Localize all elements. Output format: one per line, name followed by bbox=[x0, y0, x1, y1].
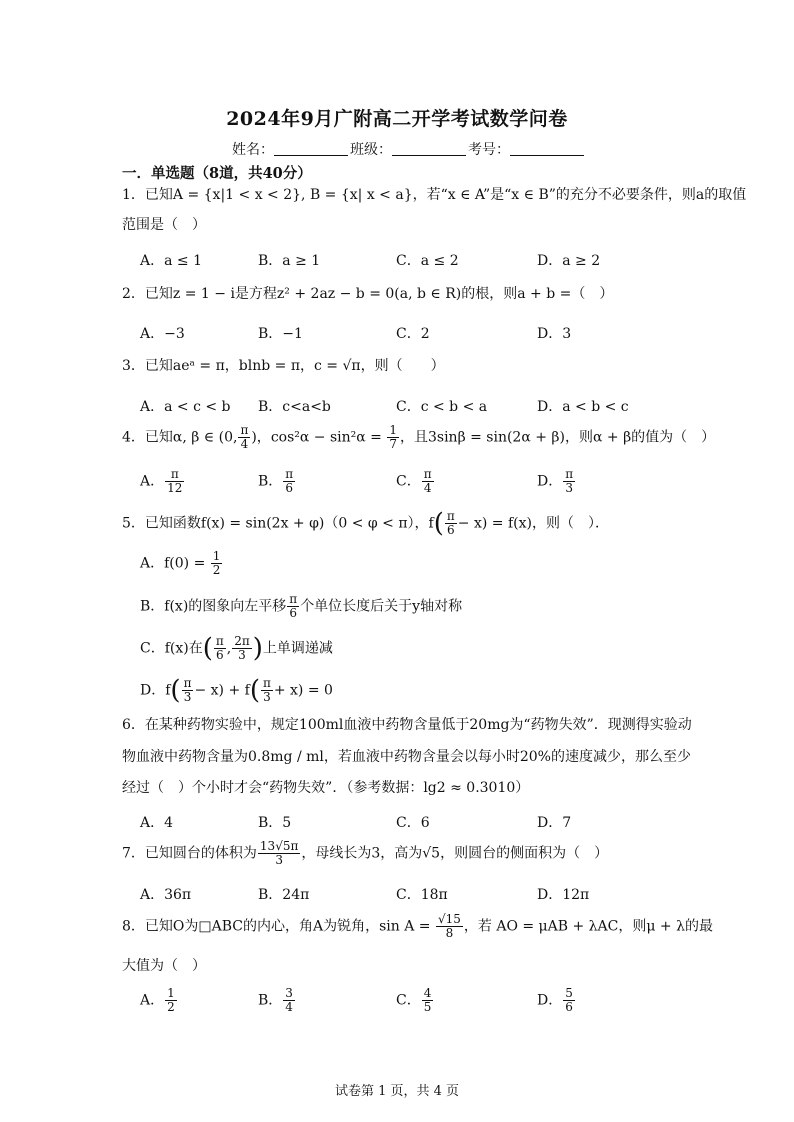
q7-stem bbox=[122, 840, 608, 867]
q4-option-c-label: C． bbox=[396, 473, 421, 490]
q3-stem: 3．已知aeᵃ = π，blnb = π，c = √π，则（ ） bbox=[122, 358, 445, 374]
q7-stem-part2: ，母线长为3，高为√5，则圆台的侧面积为（ ） bbox=[301, 845, 609, 862]
q5-open-paren: ( bbox=[433, 508, 444, 539]
q5-option-d-tail: + x) = 0 bbox=[273, 682, 333, 699]
q7-option-d[interactable]: D．12π bbox=[537, 887, 590, 903]
q5-option-b-den: 6 bbox=[289, 606, 298, 621]
q4-option-a-fraction bbox=[165, 468, 184, 495]
q7-option-a[interactable]: A．36π bbox=[140, 887, 192, 903]
q8-option-a-num: 1 bbox=[167, 986, 175, 1000]
q2-option-a[interactable]: A．−3 bbox=[140, 326, 185, 342]
q7-volume-num: 13√5π bbox=[259, 839, 299, 853]
q4-interval-left: (0, bbox=[218, 429, 238, 446]
q8-option-b[interactable] bbox=[258, 987, 296, 1014]
exam-title: 2024年9月广附高二开学考试数学问卷 bbox=[226, 108, 568, 130]
q5-option-d-label: D．f bbox=[140, 682, 171, 699]
q4-option-d-den: 3 bbox=[565, 481, 573, 496]
q4-option-b-label: B． bbox=[258, 473, 283, 490]
q4-cos-num: 1 bbox=[389, 423, 397, 437]
q2-stem: 2．已知z = 1 − i是方程z² + 2az − b = 0(a, b ∈ R)的根，则a + b =（ ） bbox=[122, 286, 614, 302]
q8-option-d[interactable] bbox=[537, 987, 576, 1014]
q4-option-c-fraction bbox=[422, 468, 434, 495]
q6-option-b[interactable]: B．5 bbox=[258, 815, 292, 831]
q6-option-c[interactable]: C．6 bbox=[396, 815, 430, 831]
q6-option-d[interactable]: D．7 bbox=[537, 815, 572, 831]
q1-option-a[interactable]: A．a ≤ 1 bbox=[140, 253, 202, 269]
q8-stem-part1: 8．已知O为□ABC的内心，角A为锐角，sin A = bbox=[122, 918, 435, 935]
q5-option-b-tail: 个单位长度后关于y轴对称 bbox=[300, 598, 463, 615]
q5-option-b[interactable] bbox=[140, 593, 462, 620]
q8-options bbox=[140, 987, 700, 1021]
q7-volume-den: 3 bbox=[275, 853, 283, 868]
page-footer: 试卷第 1 页，共 4 页 bbox=[334, 1084, 460, 1099]
q8-option-c-den: 5 bbox=[423, 1000, 432, 1015]
q8-option-a-label: A． bbox=[140, 992, 165, 1009]
q2-option-b[interactable]: B．−1 bbox=[258, 326, 303, 342]
q5-option-c-num1: π bbox=[215, 634, 224, 648]
class-label: 班级： bbox=[350, 142, 392, 158]
q8-option-b-num: 3 bbox=[285, 986, 293, 1000]
class-field[interactable] bbox=[392, 142, 466, 156]
q8-option-c-fraction bbox=[422, 987, 434, 1014]
q5-stem-num: π bbox=[446, 509, 455, 523]
q1-option-d[interactable]: D．a ≥ 2 bbox=[537, 253, 601, 269]
q4-option-a-label: A． bbox=[140, 473, 165, 490]
q5-option-d-num1: π bbox=[183, 676, 192, 690]
q4-option-d-label: D． bbox=[537, 473, 563, 490]
q5-stem-part2: − x) = f(x)，则（ ）． bbox=[457, 515, 609, 532]
q4-option-c-num: π bbox=[423, 467, 432, 481]
q5-option-c-label: C．f(x)在 bbox=[140, 640, 203, 657]
q5-option-d-mid: − x) + f bbox=[194, 682, 250, 699]
q5-option-a-fraction bbox=[211, 550, 223, 577]
q5-option-b-fraction bbox=[287, 593, 299, 620]
q1-stem-line1: 1．已知A = {x|1 < x < 2}, B = {x| x < a}，若“x ∈ A”是“x ∈ B”的充分不必要条件，则a的取值 bbox=[122, 187, 747, 203]
q8-option-b-fraction bbox=[283, 987, 295, 1014]
q3-option-d[interactable]: D．a < b < c bbox=[537, 399, 629, 415]
name-label: 姓名： bbox=[232, 142, 274, 158]
q4-option-c-den: 4 bbox=[423, 481, 432, 496]
q4-stem bbox=[122, 424, 715, 451]
q8-option-c-label: C． bbox=[396, 992, 421, 1009]
q6-stem-line2: 物血液中药物含量为0.8mg / ml，若血液中药物含量会以每小时20%的速度减少，那么至少 bbox=[122, 749, 691, 765]
q5-option-a-label: A．f(0) = bbox=[140, 555, 210, 572]
q5-option-b-num: π bbox=[289, 592, 298, 606]
q4-option-a-num: π bbox=[165, 468, 184, 482]
q5-option-a-num: 1 bbox=[212, 549, 221, 563]
q8-option-c-num: 4 bbox=[423, 986, 432, 1000]
q2-options bbox=[140, 323, 700, 343]
q7-options bbox=[140, 884, 700, 904]
q5-option-b-label: B．f(x)的图象向左平移 bbox=[140, 598, 287, 615]
q8-stem-part2: ，若 AO = μAB + λAC，则μ + λ的最 bbox=[463, 918, 713, 935]
q5-option-c[interactable]: C．f(x)在( $\frac{\pi}{6}$ , $\frac{2\pi}{3}$ )上单调递减 bbox=[140, 633, 333, 664]
q5-option-c-num2: 2π bbox=[234, 634, 250, 648]
q5-option-c-open: ( bbox=[202, 633, 213, 664]
q5-option-c-fraction2 bbox=[232, 635, 252, 662]
q7-volume-fraction bbox=[258, 840, 300, 867]
q4-option-d-fraction bbox=[563, 468, 575, 495]
exam-no-label: 考号： bbox=[468, 142, 510, 158]
q8-option-c[interactable] bbox=[396, 987, 434, 1014]
q8-option-d-num: 5 bbox=[565, 986, 573, 1000]
q8-option-a[interactable] bbox=[140, 987, 178, 1014]
q2-option-d[interactable]: D．3 bbox=[537, 326, 572, 342]
q5-option-d-open2: ( bbox=[249, 675, 260, 706]
q3-option-a[interactable]: A．a < c < b bbox=[140, 399, 231, 415]
q4-option-c[interactable] bbox=[396, 468, 435, 495]
q4-stem-part2: cos²α − sin²α = bbox=[270, 429, 387, 446]
q4-option-b[interactable] bbox=[258, 468, 296, 495]
q6-stem-line1: 6．在某种药物实验中，规定100ml血液中药物含量低于20mg为“药物失效”．现测得实验动 bbox=[122, 717, 692, 733]
q5-option-c-tail: 上单调递减 bbox=[262, 640, 333, 657]
exam-no-field[interactable] bbox=[510, 142, 584, 156]
q4-option-b-fraction bbox=[283, 468, 295, 495]
q5-stem-den: 6 bbox=[447, 523, 455, 538]
student-info-row bbox=[232, 139, 586, 159]
q4-cos-fraction bbox=[387, 424, 399, 451]
q4-interval-fraction bbox=[238, 424, 250, 451]
q6-option-a[interactable]: A．4 bbox=[140, 815, 174, 831]
q3-option-c[interactable]: C．c < b < a bbox=[396, 399, 488, 415]
q5-option-d-den1: 3 bbox=[183, 690, 192, 705]
q5-stem-part1: 5．已知函数f(x) = sin(2x + φ)（0 < φ < π），f bbox=[122, 515, 434, 532]
q4-option-a[interactable] bbox=[140, 468, 185, 495]
q8-option-d-label: D． bbox=[537, 992, 563, 1009]
q8-option-a-fraction bbox=[165, 987, 177, 1014]
q8-option-a-den: 2 bbox=[167, 1000, 175, 1015]
name-field[interactable] bbox=[274, 142, 348, 156]
q4-interval-right: )， bbox=[251, 429, 271, 446]
q1-option-c[interactable]: C．a ≤ 2 bbox=[396, 253, 459, 269]
q4-interval-num: π bbox=[240, 423, 249, 437]
q1-options bbox=[140, 250, 700, 270]
q5-option-c-close: ) bbox=[252, 633, 263, 664]
q5-option-c-fraction1 bbox=[214, 635, 226, 662]
q1-stem-line2: 范围是（ ） bbox=[122, 217, 206, 233]
q8-option-b-den: 4 bbox=[285, 1000, 293, 1015]
q4-stem-part3: ，且3sinβ = sin(2α + β)，则α + β的值为（ ） bbox=[399, 429, 716, 446]
section-heading: 一．单选题（8道，共40分） bbox=[122, 165, 312, 182]
q4-stem-part1: 4．已知α, β ∈ bbox=[122, 429, 219, 446]
q5-stem-fraction bbox=[445, 510, 457, 537]
q5-option-d-fraction1 bbox=[182, 677, 194, 704]
q6-options bbox=[140, 812, 700, 832]
q8-stem-line1 bbox=[122, 913, 713, 940]
q8-sin-den: 8 bbox=[445, 926, 454, 941]
q8-sin-fraction bbox=[436, 913, 463, 940]
q6-stem-line3: 经过（ ）个小时才会“药物失效”．（参考数据：lg2 ≈ 0.3010） bbox=[122, 780, 530, 796]
q5-option-d-open1: ( bbox=[170, 675, 181, 706]
q5-option-d-num2: π bbox=[262, 676, 271, 690]
q4-option-b-num: π bbox=[285, 467, 294, 481]
q8-option-b-label: B． bbox=[258, 992, 283, 1009]
q8-option-d-den: 6 bbox=[565, 1000, 573, 1015]
q8-sin-num: √15 bbox=[437, 912, 461, 926]
q5-option-a[interactable] bbox=[140, 550, 223, 577]
q7-option-c[interactable]: C．18π bbox=[396, 887, 448, 903]
q5-option-a-den: 2 bbox=[212, 563, 221, 578]
q5-option-d[interactable] bbox=[140, 677, 333, 704]
q3-option-b[interactable]: B．c<a<b bbox=[258, 399, 331, 415]
q4-cos-den: 7 bbox=[389, 437, 397, 452]
q7-stem-part1: 7．已知圆台的体积为 bbox=[122, 845, 257, 862]
q4-option-a-den: 12 bbox=[167, 481, 183, 496]
q8-option-d-fraction bbox=[563, 987, 575, 1014]
q5-option-d-fraction2 bbox=[261, 677, 273, 704]
q5-stem bbox=[122, 510, 609, 537]
q5-option-c-den1: 6 bbox=[216, 648, 224, 663]
q2-option-c[interactable]: C．2 bbox=[396, 326, 430, 342]
q4-options bbox=[140, 468, 700, 500]
q4-option-d-num: π bbox=[565, 467, 574, 481]
q4-option-d[interactable] bbox=[537, 468, 576, 495]
q4-interval-den: 4 bbox=[240, 437, 249, 452]
q5-option-d-den2: 3 bbox=[263, 690, 271, 705]
q1-option-b[interactable]: B．a ≥ 1 bbox=[258, 253, 321, 269]
q8-stem-line2: 大值为（ ） bbox=[122, 958, 206, 974]
q3-options bbox=[140, 396, 700, 416]
q5-option-c-den2: 3 bbox=[238, 648, 246, 663]
q4-option-b-den: 6 bbox=[285, 481, 294, 496]
q7-option-b[interactable]: B．24π bbox=[258, 887, 310, 903]
